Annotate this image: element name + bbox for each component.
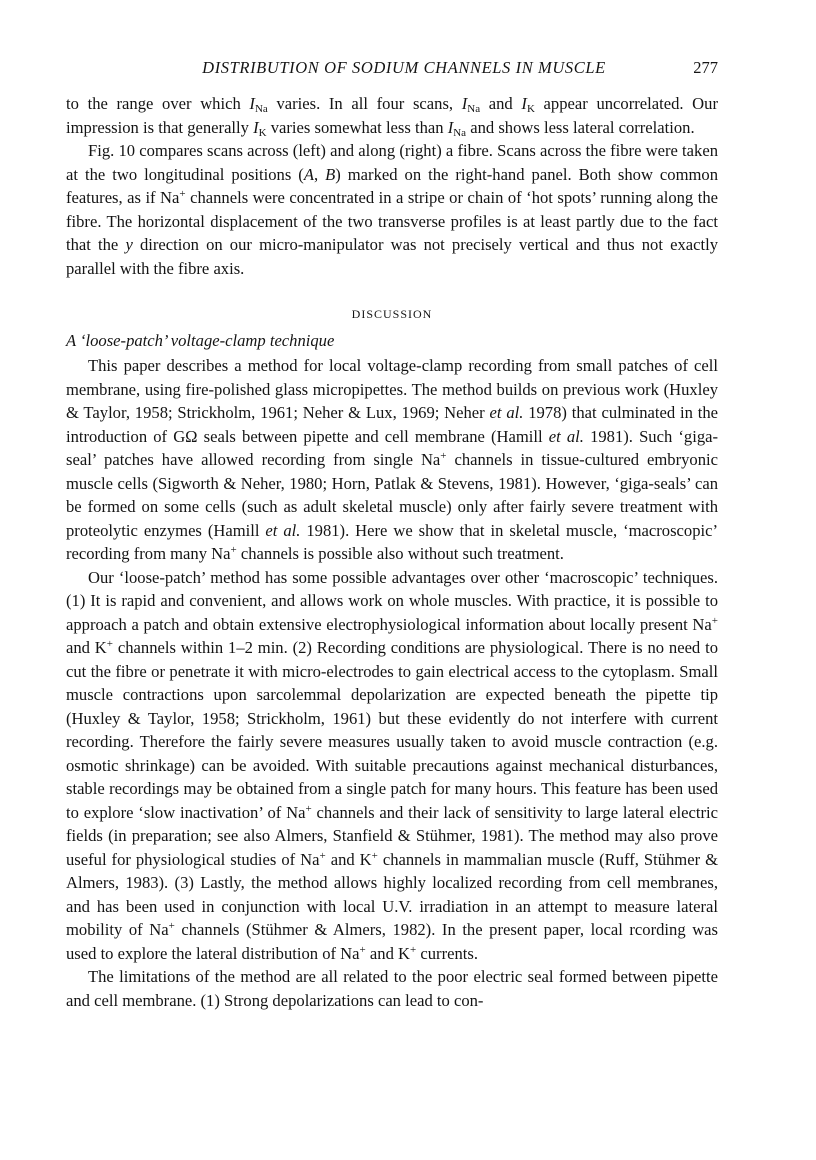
paragraph-fig10: Fig. 10 compares scans across (left) and along (right) a fibre. Scans across the fibre were taken at the two longitudinal positions (A, B) marked on the right-hand panel. Both show common features, as if Na+ channels were concentrated in a stripe or chain of ‘hot spots’ running along the fibre. The horizontal displacement of the two transverse profiles is at least partly due to the fact that the y direction on our micro-manipulator was not precisely vertical and thus not exactly parallel with the fibre axis.	[66, 141, 718, 278]
running-title: DISTRIBUTION OF SODIUM CHANNELS IN MUSCLE	[202, 58, 606, 77]
subsection-heading: A ‘loose-patch’ voltage-clamp technique	[66, 330, 335, 350]
page-header	[66, 58, 718, 84]
page-number: 277	[693, 58, 718, 77]
section-heading: DISCUSSION	[351, 307, 433, 321]
paragraph-advantages: Our ‘loose-patch’ method has some possible advantages over other ‘macroscopic’ techniques. (1) It is rapid and convenient, and allows work on whole muscles. With practice, it is possible to approach a patch and obtain extensive electrophysiological information about locally present Na+ and K+ channels within 1–2 min. (2) Recording conditions are physiological. There is no need to cut the fibre or penetrate it with micro-electrodes to gain electrical access to the cytoplasm. Small muscle contractions upon sarcolemmal depolarization are expected beneath the pipette tip (Huxley & Taylor, 1958; Strickholm, 1961) but these evidently do not interfere with current recording. Therefore the fairly severe measures usually taken to avoid muscle contraction (e.g. osmotic shrinkage) can be avoided. With suitable precautions against mechanical disturbances, stable recordings may be obtained from a single patch for many hours. This feature has been used to explore ‘slow inactivation’ of Na+ channels and their lack of sensitivity to large lateral electric fields (in preparation; see also Almers, Stanfield & Stühmer, 1981). The method may also prove useful for physiological studies of Na+ and K+ channels in mammalian muscle (Ruff, Stühmer & Almers, 1983). (3) Lastly, the method allows highly localized recording from cell membranes, and has been used in conjunction with local U.V. irradiation in an attempt to measure lateral mobility of Na+ channels (Stühmer & Almers, 1982). In the present paper, local rcording was used to explore the lateral distribution of Na+ and K+ currents.	[66, 567, 718, 963]
paragraph-continuation: to the range over which $I_{Na}$ varies. In all four scans, $I_{Na}$ and $I_K$ appear uncorrelated. Our impression is that generally $I_K$ varies somewhat less than $I_{Na}$ and shows less lateral correlation.	[66, 94, 718, 139]
paragraph-limitations: The limitations of the method are all related to the poor electric seal formed between pipette and cell membrane. (1) Strong depolarizations can lead to con-	[66, 967, 718, 1010]
paragraph-method: This paper describes a method for local voltage-clamp recording from small patches of cell membrane, using fire-polished glass micropipettes. The method builds on previous work (Huxley & Taylor, 1958; Strickholm, 1961; Neher & Lux, 1969; Neher et al. 1978) that culminated in the introduction of GΩ seals between pipette and cell membrane (Hamill et al. 1981). Such ‘giga-seal’ patches have allowed recording from single Na+ channels in tissue-cultured embryonic muscle cells (Sigworth & Neher, 1980; Horn, Patlak & Stevens, 1981). However, ‘giga-seals’ can be formed on some cells (such as adult skeletal muscle) only after fairly severe treatment with proteolytic enzymes (Hamill et al. 1981). Here we show that in skeletal muscle, ‘macroscopic’ recording from many Na+ channels is possible also without such treatment.	[66, 356, 719, 563]
article-body	[66, 92, 718, 1012]
